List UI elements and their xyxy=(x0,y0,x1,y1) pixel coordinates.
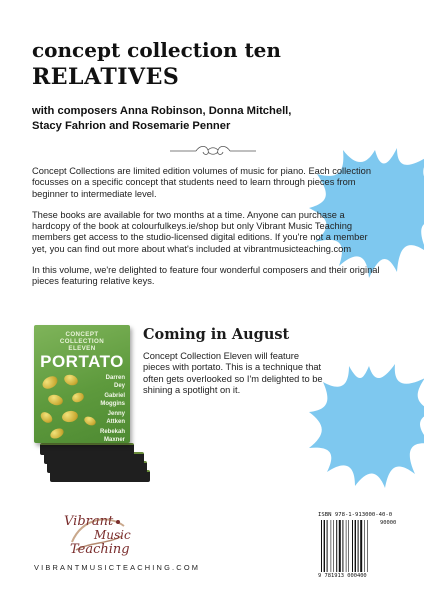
cover-composer-name: Moggins xyxy=(100,400,125,407)
website-url: VIBRANTMUSICTEACHING.COM xyxy=(34,563,201,572)
cover-pebble xyxy=(71,391,85,404)
cover-composer-name: Jenny xyxy=(107,411,125,417)
paragraph-availability: These books are available for two months at a time. Anyone can purchase a hardcopy of the book at colourfulkeys.ie/shop but only Vibrant Music Teaching members get access to the studio-licensed digital editions. If you're not a member yet, you can find out more about what's included at vibrantmusicteaching.com xyxy=(32,209,368,254)
header xyxy=(32,38,372,134)
paragraph-volume: In this volume, we're delighted to feature four wonderful composers and their original pieces featuring relative keys. xyxy=(32,265,380,287)
isbn-text: ISBN 978-1-913000-40-0 xyxy=(318,512,393,518)
series-title: concept collection ten xyxy=(32,38,281,62)
composers-line-1: with composers Anna Robinson, Donna Mitchell, xyxy=(32,105,292,117)
cover-pebble xyxy=(39,410,55,425)
composers-credit xyxy=(32,104,372,134)
cover-composer-name: Attken xyxy=(106,418,125,425)
coming-soon-heading: Coming in August xyxy=(143,326,290,343)
cover-series xyxy=(34,331,130,352)
coming-soon-text: Concept Collection Eleven will feature pieces with portato. This is a technique that often gets overlooked so I'm delighted to be shining a spotlight on it. xyxy=(143,351,323,395)
cover-series-line-2: COLLECTION xyxy=(59,338,105,345)
cover-pebble xyxy=(40,374,59,392)
price-code: 90000 xyxy=(380,520,397,526)
cover-pebble xyxy=(47,393,64,407)
next-book-cover xyxy=(34,325,130,443)
cover-composers xyxy=(100,375,125,443)
paragraph-intro: Concept Collections are limited edition volumes of music for piano. Each collection focusses on a specific concept that students need to learn through pieces from beginner to intermediate level. xyxy=(32,166,371,199)
barcode-number: 9 781913 000400 xyxy=(318,573,367,579)
book-stack-layer xyxy=(40,443,134,455)
logo-word-teaching: Teaching xyxy=(70,542,130,557)
cover-composer-name: Rebekah xyxy=(99,429,125,435)
cover-composer-name: Darren xyxy=(105,375,125,381)
book-title: RELATIVES xyxy=(32,64,180,90)
cover-pebble xyxy=(63,373,80,387)
cover-title: PORTATO xyxy=(40,352,124,371)
vibrant-music-teaching-logo xyxy=(58,508,140,568)
flourish-ornament-icon xyxy=(168,144,258,158)
intro-text xyxy=(32,166,382,298)
barcode-bars-icon xyxy=(320,520,378,572)
cover-composer-name: Gabriel xyxy=(104,393,125,399)
logo-word-vibrant: Vibrant xyxy=(64,514,114,529)
composers-line-2: Stacy Fahrion and Rosemarie Penner xyxy=(32,120,231,132)
cover-series-line-1: CONCEPT xyxy=(65,331,99,338)
cover-composer-name: Maxner xyxy=(103,436,125,443)
logo-word-music: Music xyxy=(94,528,131,542)
cover-pebble xyxy=(83,415,97,427)
isbn-barcode xyxy=(318,512,398,584)
cover-pebble xyxy=(61,410,79,424)
cover-composer-name: Dey xyxy=(113,382,125,389)
cover-pebble xyxy=(49,426,65,440)
cover-series-line-3: ELEVEN xyxy=(68,345,96,352)
coming-soon-section xyxy=(143,326,323,396)
